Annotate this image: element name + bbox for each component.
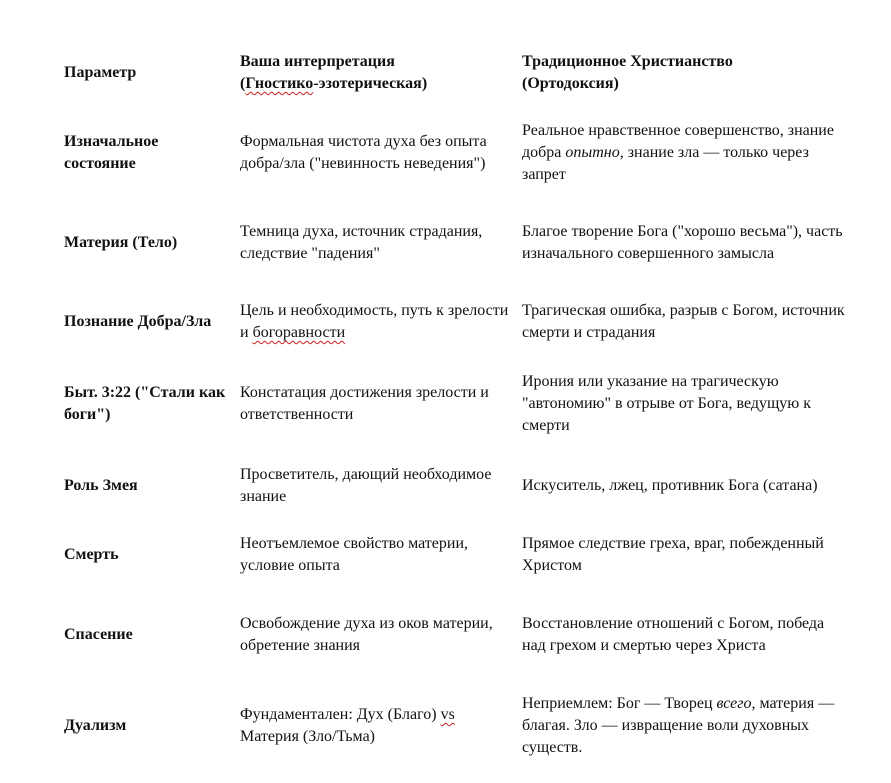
table-row [56,108,846,198]
table-row [56,198,846,288]
row-tradition: Прямое следствие греха, враг, побежденный Христом [522,535,824,574]
row-param: Смерть [64,546,119,563]
table-row [56,451,846,521]
row-interpretation: Освобождение духа из оков материи, обретение знания [240,615,493,654]
row-param: Изначальное состояние [64,133,159,172]
table-row [56,681,846,771]
table-row [56,589,846,681]
row-interpretation: Цель и необходимость, путь к зрелости и богоравности [240,302,509,341]
header-tradition: Традиционное Христианство (Ортодоксия) [522,53,733,92]
row-tradition: Реальное нравственное совершенство, знание добра опытно, знание зла — только через запрет [522,122,834,183]
spellcheck-underline: vs [440,706,455,723]
row-param: Роль Змея [64,477,138,494]
row-interpretation: Неотъемлемое свойство материи, условие опыта [240,535,469,574]
row-interpretation: Темница духа, источник страдания, следствие "падения" [240,223,483,262]
row-interpretation: Просветитель, дающий необходимое знание [240,466,492,505]
row-param: Познание Добра/Зла [64,313,212,330]
row-tradition: Искуситель, лжец, противник Бога (сатана) [522,477,818,494]
row-param: Спасение [64,626,133,643]
comparison-table [56,38,846,771]
row-tradition: Ирония или указание на трагическую "автономию" в отрыве от Бога, ведущую к смерти [522,372,812,434]
header-param: Параметр [64,64,137,81]
row-param: Материя (Тело) [64,234,178,251]
row-param: Дуализм [64,717,127,734]
row-param: Быт. 3:22 ("Стали как боги") [64,383,226,423]
row-tradition: Восстановление отношений с Богом, победа над грехом и смертью через Христа [522,615,825,654]
row-interpretation: Формальная чистота духа без опыта добра/зла ("невинность неведения") [240,133,487,172]
header-interpretation: Ваша интерпретация (Гностико-эзотерическая) [240,53,428,92]
row-tradition: Неприемлем: Бог — Творец всего, материя — благая. Зло — извращение воли духовных существ. [522,695,835,756]
row-tradition: Трагическая ошибка, разрыв с Богом, источник смерти и страдания [522,302,845,341]
row-interpretation: Констатация достижения зрелости и ответственности [240,383,489,423]
row-interpretation: Фундаментален: Дух (Благо) vs Материя (Зло/Тьма) [240,706,455,745]
table-row [56,521,846,589]
spellcheck-underline: Гностико [245,75,314,92]
table-header-row [56,38,846,108]
table-row [56,356,846,451]
table-row [56,288,846,356]
row-tradition: Благое творение Бога ("хорошо весьма"), часть изначального совершенного замысла [522,223,843,262]
spellcheck-underline: богоравности [252,324,346,341]
